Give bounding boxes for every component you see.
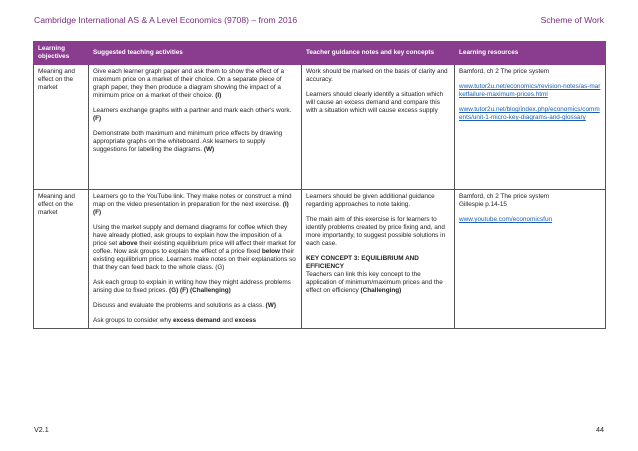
learning-objective-cell: Meaning and effect on the market: [34, 65, 89, 190]
document-header: [34, 15, 604, 31]
guidance-paragraph: Learners should clearly identify a situation which will cause an excess demand and compare this with a situation which will cause excess supply: [306, 91, 444, 114]
resource-text: Bamford, ch 2 The price system: [459, 68, 550, 75]
guidance-paragraph: The main aim of this exercise is for learners to identify problems created by price fixing and, and more importantly, to suggest possible solutions in each case.: [306, 216, 446, 247]
activity-paragraph: Demonstrate both maximum and minimum price effects by drawing appropriate graphs on the whiteboard. Ask learners to supply suggestions for labelling the diagrams. (W): [93, 130, 283, 153]
column-header-learning-resources: Learning resources: [455, 42, 606, 65]
column-header-teaching-activities: Suggested teaching activities: [89, 42, 302, 65]
scheme-of-work-label: Scheme of Work: [540, 15, 604, 25]
activity-paragraph: Ask each group to explain in writing how they might address problems arising due to fixed prices. (G) (F) (Challenging): [93, 279, 291, 294]
teaching-activities-cell: [89, 190, 302, 329]
version-label: V2.1: [34, 425, 49, 434]
resource-link[interactable]: www.tutor2u.net/economics/revision-notes/as-marketfailure-maximum-prices.html: [459, 83, 601, 98]
table-row: [34, 65, 606, 190]
learning-resources-cell: [455, 65, 606, 190]
key-concept-text: Teachers can link this key concept to the application of minimum/maximum prices and the effect on efficiency: [306, 271, 443, 294]
key-concept-block: [306, 255, 450, 295]
column-header-learning-objectives: Learning objectives: [34, 42, 89, 65]
teaching-activities-cell: [89, 65, 302, 190]
table-row: [34, 190, 606, 329]
scheme-of-work-table: [33, 41, 606, 329]
key-concept-difficulty: (Challenging): [360, 287, 402, 294]
guidance-notes-cell: [302, 190, 455, 329]
learning-resources-cell: [455, 190, 606, 329]
learning-objective-cell: Meaning and effect on the market: [34, 190, 89, 329]
resource-link[interactable]: www.tutor2u.net/blog/index.php/economics/comments/unit-1-micro-key-diagrams-and-glossary: [459, 106, 600, 121]
activity-paragraph: Give each learner graph paper and ask them to show the effect of a maximum price on a market of their choice. On a separate piece of graph paper, they then produce a diagram showing the impact of a minimum price on a market of their choice. (I): [93, 68, 285, 99]
table-header-row: [34, 42, 606, 65]
resource-link[interactable]: www.youtube.com/economicsfun: [459, 216, 553, 223]
activity-paragraph: Using the market supply and demand diagrams for coffee which they have already plotted, ask groups to explain how the imposition of a price set above their existing equilibrium price will affect their market for coffee. Now ask groups to explain the effect of a price fixed below their existing equilibrium price. Learners make notes on their explanations so that they can feed back to the whole class. (G): [93, 224, 297, 271]
column-header-guidance-notes: Teacher guidance notes and key concepts: [302, 42, 455, 65]
document-title: Cambridge International AS & A Level Economics (9708) – from 2016: [34, 15, 298, 25]
guidance-notes-cell: [302, 65, 455, 190]
resource-text: Gillespie p.14-15: [459, 201, 507, 208]
page-number: 44: [596, 425, 604, 434]
activity-paragraph: Ask groups to consider why excess demand and excess: [93, 317, 257, 324]
key-concept-heading: KEY CONCEPT 3: EQUILIBRIUM AND EFFICIENCY: [306, 255, 419, 270]
activity-paragraph: Learners go to the YouTube link. They make notes or construct a mind map on the video presentation in preparation for the next exercise. (I) (F): [93, 193, 292, 216]
activity-paragraph: Learners exchange graphs with a partner and mark each other's work. (F): [93, 107, 292, 122]
activity-paragraph: Discuss and evaluate the problems and solutions as a class. (W): [93, 302, 276, 309]
guidance-paragraph: Work should be marked on the basis of clarity and accuracy.: [306, 68, 448, 83]
guidance-paragraph: Learners should be given additional guidance regarding approaches to note taking.: [306, 193, 435, 208]
resource-text: Bamford, ch 2 The price system: [459, 193, 550, 200]
